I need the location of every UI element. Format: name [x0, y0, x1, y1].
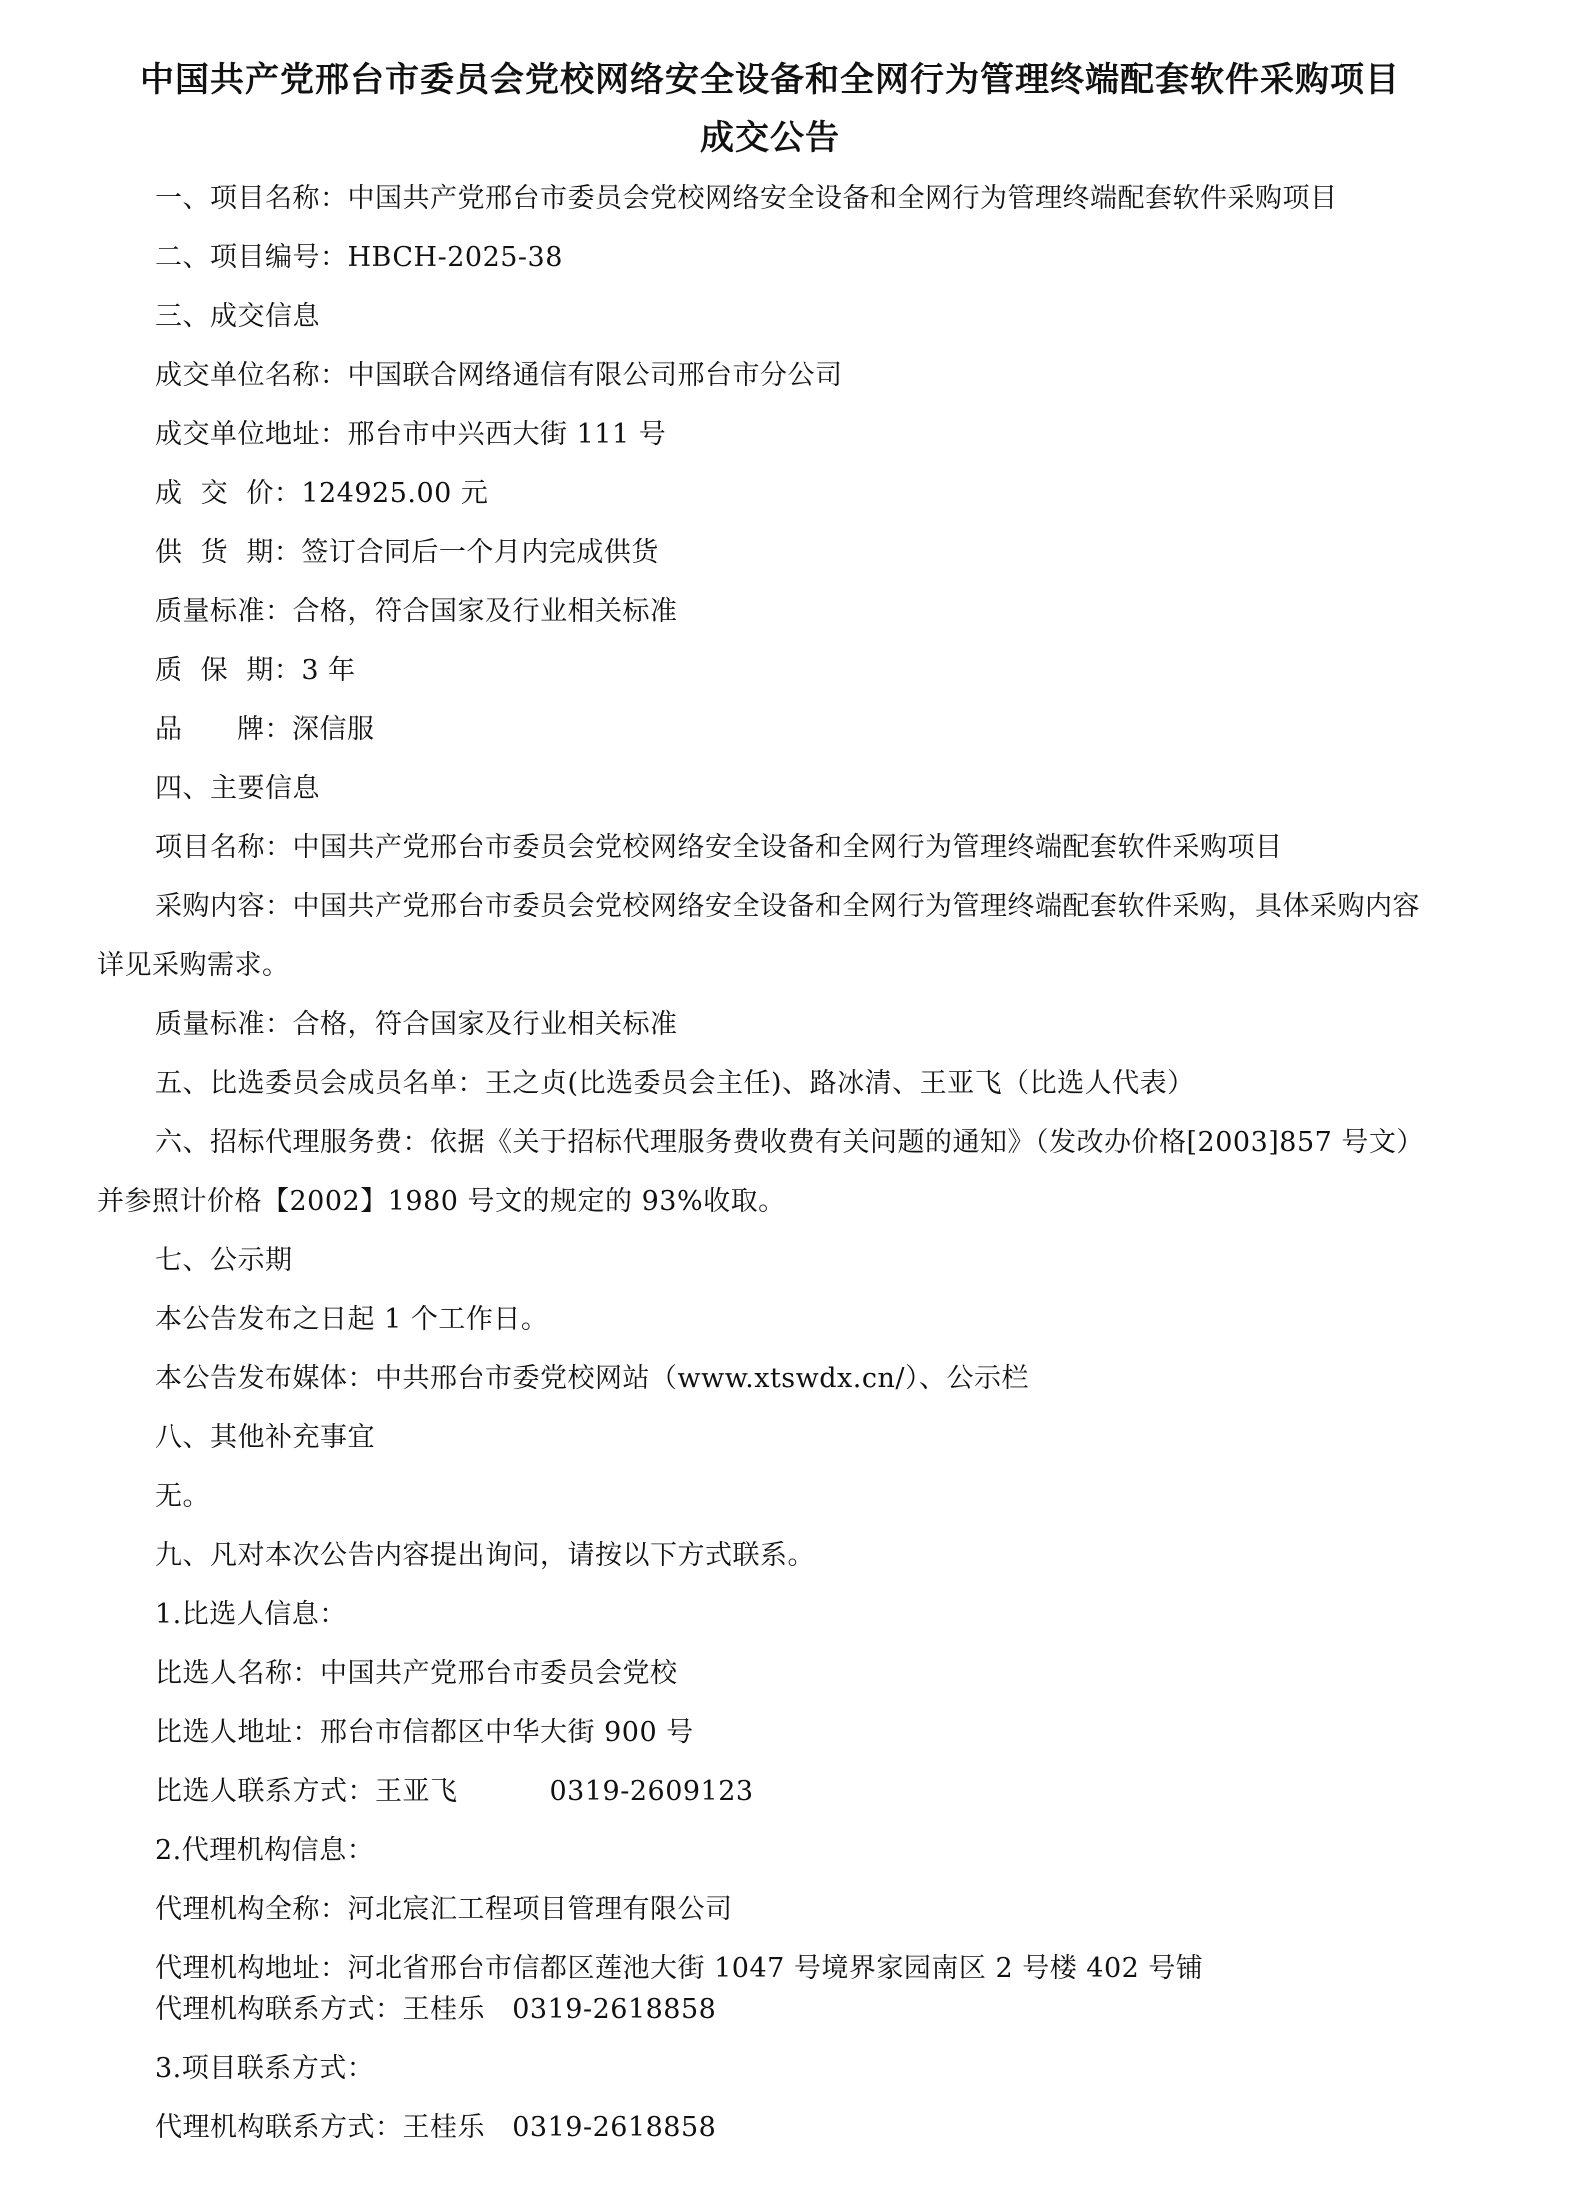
winner-name: 成交单位名称：中国联合网络通信有限公司邢台市分公司: [155, 360, 843, 391]
project-contact: 代理机构联系方式：王桂乐 0319-2618858: [155, 2112, 717, 2143]
publicity-heading: 七、公示期: [155, 1245, 293, 1276]
procurement-content-cont: 详见采购需求。: [97, 950, 290, 981]
other-matters-heading: 八、其他补充事宜: [155, 1422, 375, 1453]
quality-standard: 质量标准：合格，符合国家及行业相关标准: [155, 596, 678, 627]
winner-address: 成交单位地址：邢台市中兴西大街 111 号: [155, 419, 667, 450]
deal-price: 成 交 价：124925.00 元: [155, 478, 489, 509]
other-matters-content: 无。: [155, 1481, 210, 1512]
contact-heading: 九、凡对本次公告内容提出询问，请按以下方式联系。: [155, 1540, 815, 1571]
main-quality-standard: 质量标准：合格，符合国家及行业相关标准: [155, 1009, 678, 1040]
warranty-period: 质 保 期：3 年: [155, 655, 356, 686]
project-contact-heading: 3.项目联系方式：: [155, 2053, 375, 2084]
publicity-media: 本公告发布媒体：中共邢台市委党校网站（www.xtswdx.cn/）、公示栏: [155, 1363, 1029, 1394]
committee-members: 五、比选委员会成员名单：王之贞(比选委员会主任)、路冰清、王亚飞（比选人代表）: [155, 1068, 1195, 1099]
agency-fee: 六、招标代理服务费：依据《关于招标代理服务费收费有关问题的通知》（发改办价格[2003]857 号文）: [155, 1127, 1424, 1158]
purchaser-contact-label: 比选人联系方式：王亚飞: [155, 1776, 458, 1807]
main-info-heading: 四、主要信息: [155, 773, 320, 804]
purchaser-name: 比选人名称：中国共产党邢台市委员会党校: [155, 1658, 678, 1689]
delivery-period: 供 货 期：签订合同后一个月内完成供货: [155, 537, 659, 568]
publicity-period: 本公告发布之日起 1 个工作日。: [155, 1304, 549, 1335]
main-project-name: 项目名称：中国共产党邢台市委员会党校网络安全设备和全网行为管理终端配套软件采购项目: [155, 832, 1283, 863]
deal-info-heading: 三、成交信息: [155, 301, 320, 332]
title-line-1: 中国共产党邢台市委员会党校网络安全设备和全网行为管理终端配套软件采购项目: [140, 60, 1400, 100]
brand: 品 牌：深信服: [155, 714, 375, 745]
purchaser-info-heading: 1.比选人信息：: [155, 1599, 347, 1630]
project-name-line: 一、项目名称：中国共产党邢台市委员会党校网络安全设备和全网行为管理终端配套软件采购项目: [155, 183, 1338, 214]
procurement-content: 采购内容：中国共产党邢台市委员会党校网络安全设备和全网行为管理终端配套软件采购，具体采购内容: [155, 891, 1420, 922]
agency-name: 代理机构全称：河北宸汇工程项目管理有限公司: [155, 1894, 733, 1925]
purchaser-contact: [155, 1775, 754, 1809]
project-number-line: 二、项目编号：HBCH-2025-38: [155, 242, 563, 273]
agency-fee-cont: 并参照计价格【2002】1980 号文的规定的 93%收取。: [97, 1186, 786, 1217]
agency-address: 代理机构地址：河北省邢台市信都区莲池大街 1047 号境界家园南区 2 号楼 402 号铺: [155, 1953, 1204, 1984]
title-line-2: 成交公告: [700, 118, 840, 158]
purchaser-contact-phone: 0319-2609123: [549, 1776, 754, 1807]
purchaser-address: 比选人地址：邢台市信都区中华大街 900 号: [155, 1717, 694, 1748]
agency-contact: 代理机构联系方式：王桂乐 0319-2618858: [155, 1994, 717, 2025]
agency-info-heading: 2.代理机构信息：: [155, 1835, 375, 1866]
